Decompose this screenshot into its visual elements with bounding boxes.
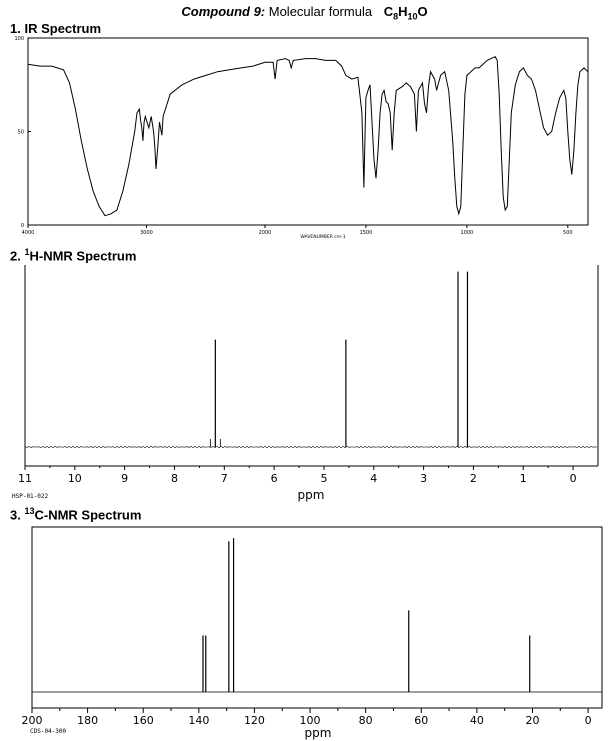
hnmr-spectrum-code: HSP-01-022 [12, 493, 49, 500]
cnmr-section-sup: 13 [24, 506, 35, 516]
formula-h: H [398, 4, 408, 19]
cnmr-x-tick-label: 140 [188, 714, 210, 727]
ir-x-tick-label: 4000 [21, 230, 35, 236]
hnmr-x-tick-label: 9 [121, 472, 129, 485]
cnmr-x-tick-label: 160 [132, 714, 154, 727]
hnmr-x-tick-label: 11 [18, 472, 32, 485]
ir-x-tick-label: 1000 [460, 230, 474, 236]
cnmr-x-tick-label: 80 [358, 714, 373, 727]
ir-x-tick-label: 3000 [140, 230, 153, 236]
cnmr-section-number: 3. [10, 507, 21, 523]
hnmr-baseline [25, 446, 597, 447]
cnmr-x-tick-label: 100 [299, 714, 321, 727]
formula-o: O [417, 4, 428, 19]
hnmr-x-tick-label: 4 [370, 472, 378, 485]
formula-h-count: 10 [407, 11, 418, 22]
hnmr-section-sup: 1 [24, 247, 30, 257]
ir-spectrum-trace [28, 57, 588, 216]
cnmr-x-tick-label: 40 [469, 714, 484, 727]
hnmr-x-tick-label: 2 [469, 472, 477, 485]
hnmr-x-tick-label: 10 [67, 472, 82, 485]
cnmr-x-tick-label: 200 [21, 714, 43, 727]
ir-x-tick-label: 1500 [359, 230, 373, 236]
cnmr-x-tick-label: 20 [525, 714, 540, 727]
hnmr-x-axis-label: ppm [297, 488, 325, 502]
formula-c: C [383, 4, 394, 19]
ir-x-tick-label: 500 [563, 230, 573, 236]
cnmr-spectrum-code: CDS-04-300 [30, 728, 67, 735]
ir-y-tick-label: 50 [17, 129, 24, 136]
hnmr-x-tick-label: 1 [519, 472, 527, 485]
cnmr-x-tick-label: 0 [584, 714, 592, 727]
hnmr-x-tick-label: 5 [320, 472, 328, 485]
cnmr-plot-frame [32, 527, 602, 708]
hnmr-section-number: 2. [10, 248, 21, 264]
ir-y-tick-label: 100 [14, 36, 24, 42]
ir-x-axis-label: WAVENUMBER cm-1 [300, 235, 346, 240]
hnmr-section-title: H-NMR Spectrum [29, 248, 137, 264]
hnmr-x-tick-label: 3 [420, 472, 428, 485]
cnmr-x-tick-label: 180 [77, 714, 99, 727]
hnmr-x-tick-label: 6 [270, 472, 278, 485]
cnmr-x-axis-label: ppm [304, 726, 332, 740]
hnmr-x-tick-label: 0 [569, 472, 577, 485]
hnmr-x-tick-label: 7 [220, 472, 228, 485]
formula-label: Molecular formula [268, 4, 373, 19]
formula-c-count: 8 [393, 11, 399, 22]
ir-y-tick-label: 0 [20, 223, 24, 229]
ir-plot-frame [28, 38, 588, 225]
ir-section-title: IR Spectrum [24, 21, 102, 36]
cnmr-x-tick-label: 120 [243, 714, 265, 727]
hnmr-x-tick-label: 8 [170, 472, 178, 485]
cnmr-x-tick-label: 60 [414, 714, 429, 727]
compound-label: Compound 9: [181, 4, 266, 19]
ir-section-number: 1. [10, 21, 21, 36]
cnmr-section-title: C-NMR Spectrum [34, 507, 142, 523]
ir-x-tick-label: 2000 [258, 230, 272, 236]
